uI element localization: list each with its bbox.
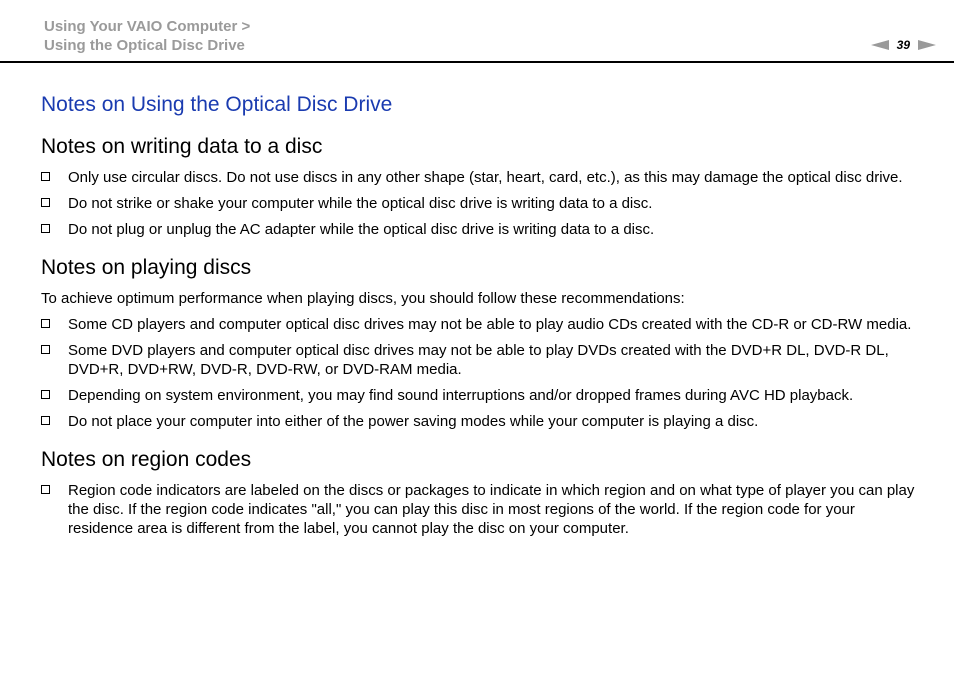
page-header bbox=[0, 0, 954, 63]
checkbox-bullet-icon bbox=[41, 198, 50, 207]
previous-page-arrow-icon[interactable] bbox=[871, 40, 889, 50]
playing-intro: To achieve optimum performance when playing discs, you should follow these recommendations: bbox=[41, 290, 685, 307]
breadcrumb-parent[interactable]: Using Your VAIO Computer > bbox=[44, 18, 251, 35]
checkbox-bullet-icon bbox=[41, 416, 50, 425]
breadcrumb-current[interactable]: Using the Optical Disc Drive bbox=[44, 37, 245, 54]
section-title: Notes on Using the Optical Disc Drive bbox=[41, 93, 393, 116]
breadcrumb bbox=[44, 17, 250, 55]
list-item-text: Only use circular discs. Do not use discs in any other shape (star, heart, card, etc.), as this may damage the optical disc drive. bbox=[68, 169, 903, 186]
list-item bbox=[41, 315, 916, 334]
list-item bbox=[41, 341, 916, 379]
writing-heading: Notes on writing data to a disc bbox=[41, 135, 323, 158]
list-item bbox=[41, 168, 916, 187]
page-content bbox=[41, 91, 916, 545]
checkbox-bullet-icon bbox=[41, 485, 50, 494]
list-item-text: Do not plug or unplug the AC adapter while the optical disc drive is writing data to a disc. bbox=[68, 221, 655, 238]
list-item-text: Some DVD players and computer optical disc drives may not be able to play DVDs created with the DVD+R DL, DVD-R DL, DVD+R, DVD+RW, DVD-R, DVD-RW, or DVD-RAM media. bbox=[68, 342, 889, 378]
playing-heading: Notes on playing discs bbox=[41, 256, 252, 279]
list-item bbox=[41, 386, 916, 405]
region-heading: Notes on region codes bbox=[41, 448, 252, 471]
list-item bbox=[41, 194, 916, 213]
list-item bbox=[41, 481, 916, 538]
checkbox-bullet-icon bbox=[41, 319, 50, 328]
checkbox-bullet-icon bbox=[41, 390, 50, 399]
playing-list bbox=[41, 315, 916, 431]
writing-list bbox=[41, 168, 916, 239]
list-item-text: Do not strike or shake your computer while the optical disc drive is writing data to a disc. bbox=[68, 195, 653, 212]
region-list bbox=[41, 481, 916, 538]
next-page-arrow-icon[interactable] bbox=[918, 40, 936, 50]
list-item-text: Depending on system environment, you may find sound interruptions and/or dropped frames during AVC HD playback. bbox=[68, 387, 854, 404]
checkbox-bullet-icon bbox=[41, 224, 50, 233]
checkbox-bullet-icon bbox=[41, 172, 50, 181]
page-navigator bbox=[871, 36, 936, 54]
list-item bbox=[41, 220, 916, 239]
list-item-text: Region code indicators are labeled on the discs or packages to indicate in which region and on what type of player you can play the disc. If the region code indicates "all," you can play this disc in most regions of the world. If the region code for your residence area is different from the label, you cannot play the disc on your computer. bbox=[68, 482, 915, 537]
page-number: 39 bbox=[896, 38, 910, 52]
checkbox-bullet-icon bbox=[41, 345, 50, 354]
list-item-text: Do not place your computer into either of the power saving modes while your computer is playing a disc. bbox=[68, 413, 759, 430]
list-item bbox=[41, 412, 916, 431]
list-item-text: Some CD players and computer optical disc drives may not be able to play audio CDs created with the CD-R or CD-RW media. bbox=[68, 316, 912, 333]
